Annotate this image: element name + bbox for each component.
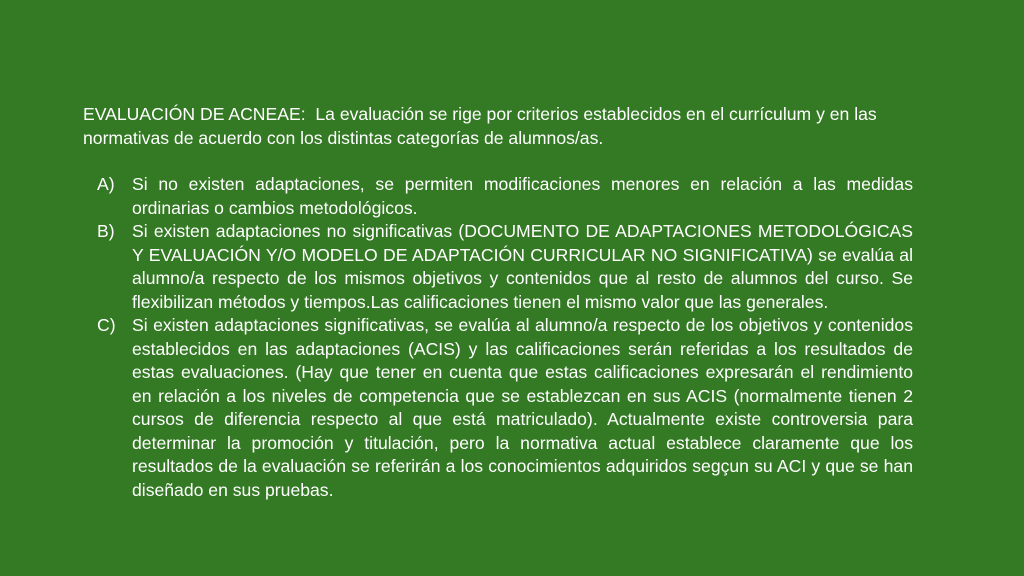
list-text-a: Si no existen adaptaciones, se permiten modificaciones menores en relación a las medidas ordinarias o cambios metodológicos. bbox=[132, 174, 913, 218]
list-text-c: Si existen adaptaciones significativas, se evalúa al alumno/a respecto de los objetivos y contenidos establecidos en las adaptaciones (ACIS) y las calificaciones serán referidas a los resultados de estas evaluaciones. (Hay que tener en cuenta que estas calificaciones expresarán el rendimiento en relación a los niveles de competencia que se establezcan en sus ACIS (normalmente tienen 2 cursos de diferencia respecto al que está matriculado). Actualmente existe controversia para determinar la promoción y titulación, pero la normativa actual establece claramente que los resultados de la evaluación se referirán a los conocimientos adquiridos segçun su ACI y que se han diseñado en sus pruebas. bbox=[132, 315, 913, 500]
list-marker-b: B) bbox=[97, 221, 115, 241]
list-item-c bbox=[83, 314, 913, 502]
list-text-b: Si existen adaptaciones no significativas (DOCUMENTO DE ADAPTACIONES METODOLÓGICAS Y EVALUACIÓN Y/O MODELO DE ADAPTACIÓN CURRICULAR NO SIGNIFICATIVA) se evalúa al alumno/a respecto de los mismos objetivos y contenidos que al resto de alumnos del curso. Se flexibilizan métodos y tiempos.Las calificaciones tienen el mismo valor que las generales. bbox=[132, 221, 913, 312]
list-item-a bbox=[83, 173, 913, 220]
list-item-b bbox=[83, 220, 913, 314]
list-marker-a: A) bbox=[97, 174, 115, 194]
intro-text: La evaluación se rige por criterios establecidos en el currículum y en las normativas de acuerdo con los distintas categorías de alumnos/as. bbox=[83, 104, 877, 148]
slide-content bbox=[83, 103, 913, 502]
list-marker-c: C) bbox=[97, 315, 116, 335]
intro-heading: EVALUACIÓN DE ACNEAE: bbox=[83, 104, 306, 124]
paragraph-spacer bbox=[83, 150, 913, 173]
intro-paragraph bbox=[83, 103, 913, 150]
